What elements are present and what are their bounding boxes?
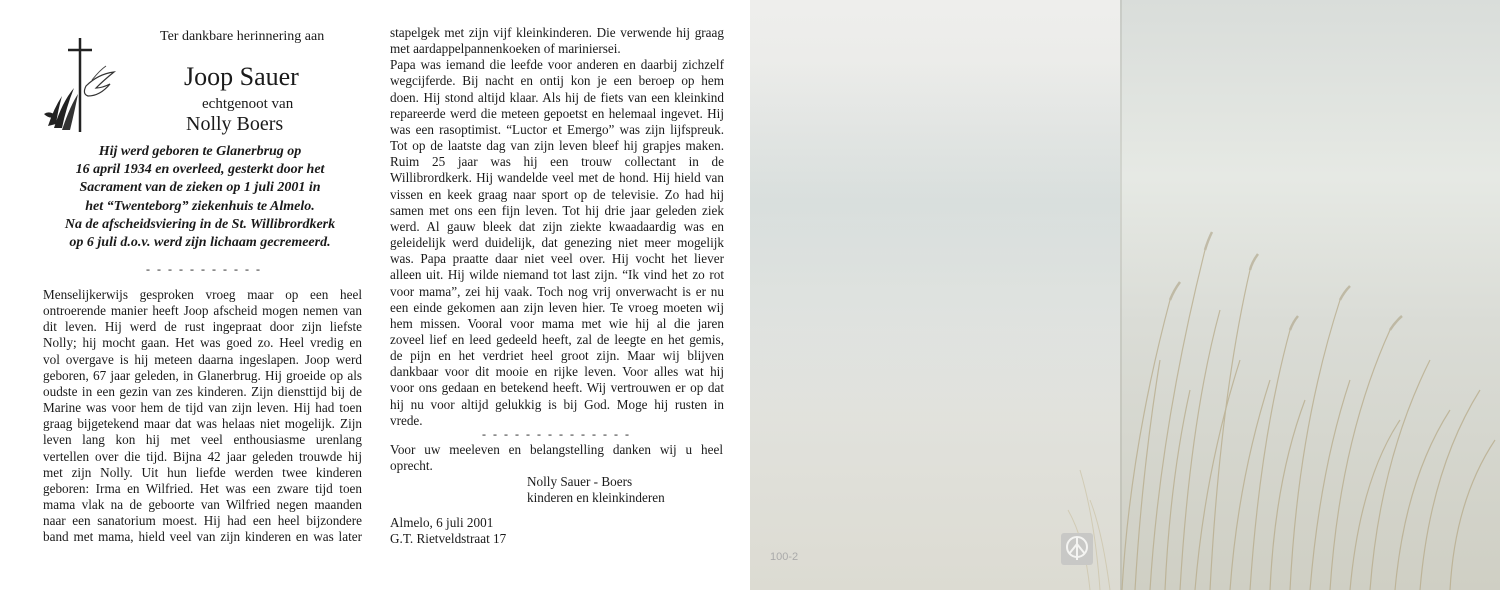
text-line: geleidelijk werd duidelijk, dat genezing niet meer mogelijk — [390, 235, 724, 251]
bio-line: 16 april 1934 en overleed, gesterkt door het — [75, 162, 325, 178]
text-line: voor ons gedaan en betekend heeft. Wij vertrouwen er op dat — [390, 380, 724, 396]
text-line: vrede. — [390, 412, 423, 428]
spouse-name: Nolly Boers — [186, 113, 284, 135]
text-line: een einde gekomen aan zijn leven hier. Te vroeg moeten wij — [390, 299, 724, 315]
separator: - - - - - - - - - - - - - - — [482, 427, 631, 441]
printer-logo-icon — [1060, 532, 1094, 566]
deceased-name: Joop Sauer — [184, 62, 299, 91]
biography-block — [50, 143, 350, 252]
text-line: dit leven. Hij werd de rust ingepraat door zijn liefste — [43, 319, 362, 335]
bio-line: op 6 juli d.o.v. werd zijn lichaam gecremeerd. — [69, 235, 331, 251]
text-line: alleen uit. Hij wilde niemand tot last zijn. “Ik vind het zo rot — [390, 267, 724, 283]
text-line: dankbaar voor dit mooie en rijke leven. Voor alles wat hij — [390, 364, 724, 380]
text-column-2 — [390, 25, 724, 429]
text-line: leven lang kon hij met veel enthousiasme urenlang — [43, 432, 362, 448]
text-line: naar een sanatorium moest. Hij had een heel bijzondere — [43, 513, 362, 529]
address: G.T. Rietveldstraat 17 — [390, 531, 507, 546]
text-line: zoveel lief en leed gedeeld heeft, zal de leegte en het gemis, — [390, 331, 724, 347]
text-line: werd. Al gauw bleek dat zijn ziekte kwaadaardig was en — [390, 218, 724, 234]
place-date: Almelo, 6 juli 2001 — [390, 515, 494, 530]
bio-line: het “Twenteborg” ziekenhuis te Almelo. — [85, 198, 315, 214]
closing-text — [390, 442, 723, 474]
separator: - - - - - - - - - - - — [146, 262, 262, 276]
text-line: Tot op de laatste dag van zijn leven bleef hij grapjes maken. — [390, 138, 724, 154]
text-line: Voor uw meeleven en belangstelling danken wij u heel — [390, 442, 723, 457]
text-line: voor mama”, zei hij vaak. Toch nog vrij onverwacht is er nu — [390, 283, 724, 299]
bio-line: Na de afscheidsviering in de St. Willibrordkerk — [64, 216, 336, 232]
text-line: de pijn en het verdriet heel groot zijn. Maar wij blijven — [390, 348, 724, 364]
text-line: graag bijgetekend maar dat was helaas niet mogelijk. Zijn — [43, 416, 362, 432]
text-line: Ruim 25 jaar was hij een trouw collectant in de — [390, 154, 724, 170]
text-line: Willibrordkerk. Hij wandelde veel met de hond. Hij hield van — [390, 170, 724, 186]
spouse-label: echtgenoot van — [202, 96, 294, 112]
text-column-1 — [43, 287, 362, 546]
text-line: oudste in een gezin van zes kinderen. Zijn diensttijd bij de — [43, 383, 362, 399]
header-intro: Ter dankbare herinnering aan — [160, 29, 325, 44]
text-line: Marine was voor hem de tijd van zijn leven. Hij had toen — [43, 400, 362, 416]
bio-line: Sacrament van de zieken op 1 juli 2001 in — [79, 180, 321, 196]
text-line: doen. Hij stond altijd klaar. Als hij de fiets van een kleinkind — [390, 89, 724, 105]
text-line: vissen en keek graag naar sport op de televisie. Zo had hij — [390, 186, 724, 202]
text-line: oprecht. — [390, 458, 433, 473]
text-line: Nolly; hij mocht gaan. Het was goed zo. Heel vredig en — [43, 335, 362, 351]
cross-with-dove-icon — [40, 36, 120, 136]
text-line: hij nu voor altijd gelukkig is bij God. Moge hij rusten in — [390, 396, 724, 412]
text-line: geboren: Irma en Wilfried. Het was een zware tijd toen — [43, 480, 362, 496]
text-line: repareerde werd die meteen gepoetst en helemaal ingevet. Hij — [390, 105, 724, 121]
signature-name: Nolly Sauer - Boers — [527, 474, 633, 489]
text-line: Menselijkerwijs gesproken vroeg maar op een heel — [43, 287, 362, 302]
card-number: 100-2 — [770, 551, 799, 563]
card-cover-artwork — [750, 0, 1500, 590]
text-line: Papa was iemand die leefde voor anderen en daarbij zichzelf — [390, 57, 724, 73]
text-line: geboren, 67 jaar geleden, in Glanerbrug. Hij groeide op als — [43, 367, 362, 383]
text-line: was. Papa praatte daar niet veel over. Hij vocht het liever — [390, 251, 724, 267]
reed-grass-illustration — [750, 0, 1500, 590]
text-line: mama vlak na de geboorte van Wilfried negen maanden — [43, 497, 362, 513]
text-line: samen met ons een fijn leven. Tot hij drie jaar geleden ziek — [390, 202, 724, 218]
text-line: wegcijferde. Bij nacht en ontij kon je een beroep op hem — [390, 73, 724, 89]
text-line: vol overgave is hij meteen daarna ingeslapen. Joop werd — [43, 351, 362, 367]
text-line: met zijn Nolly. Uit hun liefde werden twee kinderen — [43, 464, 362, 480]
bio-line: Hij werd geboren te Glanerbrug op — [98, 144, 302, 159]
text-line: was een rasoptimist. “Luctor et Emergo” was zijn lijfspreuk. — [390, 121, 724, 137]
text-line: band met mama, hield veel van zijn kinderen en was later — [43, 529, 362, 545]
text-line: ontroerende manier heeft Joop afscheid mogen nemen van — [43, 303, 362, 319]
text-line: hem missen. Vooral voor mama met wie hij al die jaren — [390, 315, 724, 331]
text-line: met aardappelpannenkoeken of mariniersei. — [390, 41, 621, 57]
text-line: vertellen over die tijd. Bijna 42 jaar geleden trouwde hij — [43, 448, 362, 464]
text-line: stapelgek met zijn vijf kleinkinderen. Die verwende hij graag — [390, 25, 724, 40]
signature-family: kinderen en kleinkinderen — [527, 490, 665, 505]
